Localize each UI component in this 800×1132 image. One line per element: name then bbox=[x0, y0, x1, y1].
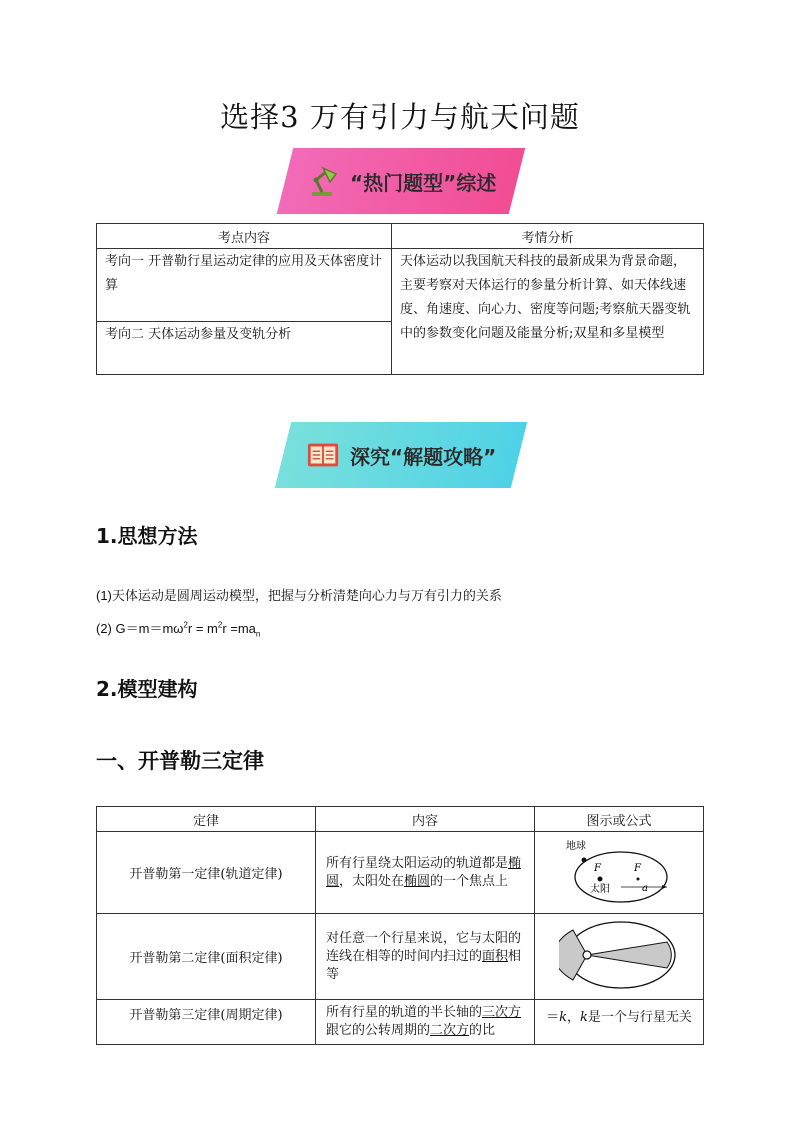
table-header: 图示或公式 bbox=[535, 807, 704, 832]
ellipse-orbit-diagram bbox=[535, 832, 704, 914]
table-header: 内容 bbox=[316, 807, 535, 832]
semi-major-axis-label: a bbox=[642, 882, 648, 894]
period-law-formula: ＝k，k是一个与行星无关 bbox=[535, 1000, 704, 1045]
table-header: 定律 bbox=[97, 807, 316, 832]
page-title: 选择3 万有引力与航天问题 bbox=[220, 100, 580, 134]
section-heading: 1.思想方法 bbox=[96, 524, 198, 548]
law-content: 对任意一个行星来说，它与太阳的连线在相等的时间内扫过的面积相等 bbox=[316, 914, 535, 1000]
hot-topics-banner bbox=[277, 148, 525, 214]
law-content: 所有行星绕太阳运动的轨道都是椭圆，太阳处在椭圆的一个焦点上 bbox=[316, 832, 535, 914]
desk-lamp-icon bbox=[306, 164, 340, 198]
table-cell: 考向一 开普勒行星运动定律的应用及天体密度计算 bbox=[97, 249, 392, 322]
banner-title: 深究“解题攻略” bbox=[349, 444, 497, 469]
law-name: 开普勒第三定律(周期定律) bbox=[97, 1000, 316, 1045]
kepler-laws-table bbox=[96, 806, 704, 1045]
open-book-icon bbox=[306, 438, 340, 472]
law-name: 开普勒第二定律(面积定律) bbox=[97, 914, 316, 1000]
area-law-svg bbox=[559, 916, 679, 994]
exam-analysis-table bbox=[96, 223, 704, 375]
table-header: 考情分析 bbox=[392, 224, 704, 249]
area-law-diagram bbox=[535, 914, 704, 1000]
section-heading: 2.模型建构 bbox=[96, 677, 198, 701]
table-cell: 考向二 天体运动参量及变轨分析 bbox=[97, 322, 392, 375]
formula-line: (2) $G=m=m\omega^2r = m^2r =ma_n$ bbox=[96, 620, 261, 639]
paragraph: (1)天体运动是圆周运动模型，把握与分析清楚向心力与万有引力的关系 bbox=[96, 588, 502, 603]
section-heading: 一、开普勒三定律 bbox=[96, 749, 264, 773]
solving-strategy-banner bbox=[275, 422, 527, 488]
sun-label: 太阳 bbox=[590, 883, 610, 895]
law-name: 开普勒第一定律(轨道定律) bbox=[97, 832, 316, 914]
analysis-cell: 天体运动以我国航天科技的最新成果为背景命题，主要考察对天体运行的参量分析计算、如天体线速度、角速度、向心力、密度等问题;考察航天器变轨中的参数变化问题及能量分析;双星和多星模型 bbox=[392, 249, 704, 375]
law-content: 所有行星的轨道的半长轴的三次方跟它的公转周期的二次方的比 bbox=[316, 1000, 535, 1045]
table-header: 考点内容 bbox=[97, 224, 392, 249]
banner-title: “热门题型”综述 bbox=[349, 170, 497, 195]
earth-label: 地球 bbox=[566, 840, 586, 852]
focus-label: F bbox=[634, 862, 641, 874]
focus-label: F bbox=[594, 862, 601, 874]
orbit-ellipse-svg bbox=[564, 835, 674, 907]
